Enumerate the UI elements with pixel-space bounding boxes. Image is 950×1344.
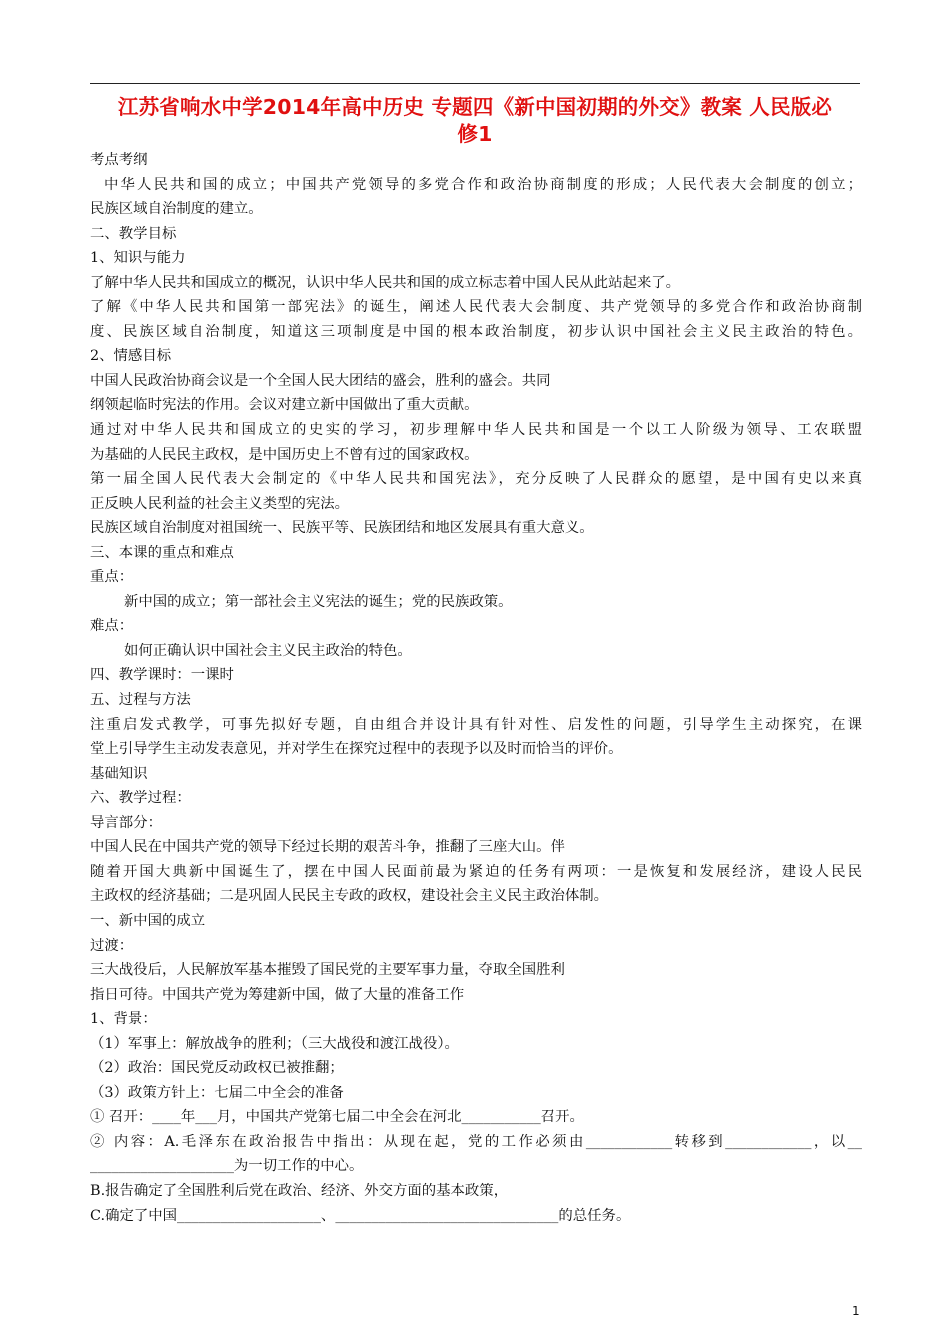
text-line: 中国人民在中国共产党的领导下经过长期的艰苦斗争，推翻了三座大山。伴 [90,839,565,856]
title-line-1: 江苏省响水中学2014年高中历史 专题四《新中国初期的外交》教案 人民版必 [117,95,833,119]
fill-blank-item: ② 内容：A.毛泽东在政治报告中指出：从现在起，党的工作必须由____________转移到____________，以__ [90,1133,862,1150]
subsection-heading: 1、背景： [90,1011,157,1028]
text-line: 民族区域自治制度对祖国统一、民族平等、民族团结和地区发展具有重大意义。 [90,520,594,537]
document-title [90,94,860,148]
text-line: 中华人民共和国的成立；中国共产党领导的多党合作和政治协商制度的形成；人民代表大会制度的创立； [104,176,862,193]
text-line: 基础知识 [90,765,148,782]
text-line: 考点考纲 [90,152,148,168]
text-line: 指日可待。中国共产党为筹建新中国，做了大量的准备工作 [90,986,465,1003]
section-heading: 四、教学课时：一课时 [90,667,234,684]
text-line: 了解《中华人民共和国第一部宪法》的诞生，阐述人民代表大会制度、共产党领导的多党合作和政治协商制 [90,299,862,316]
list-item: （3）政策方针上：七届二中全会的准备 [90,1084,344,1101]
section-heading: 六、教学过程： [90,790,191,807]
text-line: 过渡： [90,937,134,954]
text-line: 度、民族区域自治制度，知道这三项制度是中国的根本政治制度，初步认识中国社会主义民主政治的特色。 [90,323,862,340]
fill-blank-item: ① 召开：____年___月，中国共产党第七届二中全会在河北___________召开。 [90,1109,584,1126]
text-line: 导言部分： [90,814,162,831]
text-line: 中国人民政治协商会议是一个全国人民大团结的盛会，胜利的盛会。共同 [90,372,551,389]
subsection-heading: 2、情感目标 [90,348,172,365]
header-rule [90,83,860,84]
fill-blank-item: ____________________为一切工作的中心。 [90,1158,364,1175]
text-line: 了解中华人民共和国成立的概况，认识中华人民共和国的成立标志着中国人民从此站起来了。 [90,274,681,291]
text-line: 正反映人民利益的社会主义类型的宪法。 [90,495,350,512]
section-heading: 一、新中国的成立 [90,912,206,929]
text-line: 纲领起临时宪法的作用。会议对建立新中国做出了重大贡献。 [90,397,479,414]
text-line: 第一届全国人民代表大会制定的《中华人民共和国宪法》，充分反映了人民群众的愿望，是中国有史以来真 [90,471,862,488]
page-number: 1 [852,1304,860,1318]
text-line: 民族区域自治制度的建立。 [90,201,263,218]
text-line: 主政权的经济基础；二是巩固人民民主专政的政权，建设社会主义民主政治体制。 [90,888,609,905]
section-heading: 三、本课的重点和难点 [90,544,234,561]
text-line: 如何正确认识中国社会主义民主政治的特色。 [124,642,412,659]
text-line: 三大战役后，人民解放军基本摧毁了国民党的主要军事力量，夺取全国胜利 [90,962,565,979]
text-line: 堂上引导学生主动发表意见，并对学生在探究过程中的表现予以及时而恰当的评价。 [90,741,623,758]
text-line: 通过对中华人民共和国成立的史实的学习，初步理解中华人民共和国是一个以工人阶级为领导、工农联盟 [90,422,862,439]
text-line: 难点： [90,618,134,635]
subsection-heading: 1、知识与能力 [90,250,186,267]
section-heading: 五、过程与方法 [90,692,191,709]
text-line: B.报告确定了全国胜利后党在政治、经济、外交方面的基本政策， [90,1182,509,1199]
text-line: 随着开国大典新中国诞生了，摆在中国人民面前最为紧迫的任务有两项：一是恢复和发展经济，建设人民民 [90,863,862,880]
title-line-2: 修1 [457,122,493,146]
list-item: （2）政治：国民党反动政权已被推翻； [90,1060,344,1077]
text-line: 重点： [90,569,134,586]
text-line: 注重启发式教学，可事先拟好专题，自由组合并设计具有针对性、启发性的问题，引导学生主动探究，在课 [90,716,862,733]
list-item: （1）军事上：解放战争的胜利；（三大战役和渡江战役）。 [90,1035,459,1052]
section-heading: 二、教学目标 [90,225,177,242]
document-body [90,148,862,1228]
text-line: 为基础的人民民主政权，是中国历史上不曾有过的国家政权。 [90,446,479,463]
fill-blank-item: C.确定了中国____________________、_______________________________的总任务。 [90,1207,631,1224]
text-line: 新中国的成立；第一部社会主义宪法的诞生；党的民族政策。 [124,593,513,610]
